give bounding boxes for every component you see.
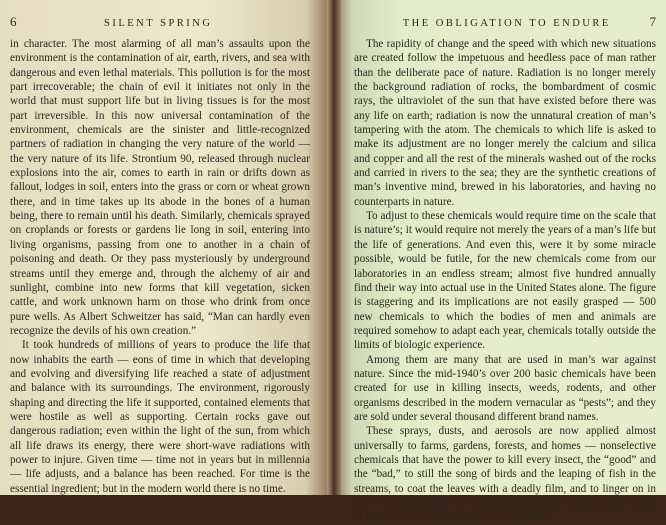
book-gutter [327,0,341,495]
paragraph: These sprays, dusts, and aerosols are now applied almost universally to farms, gardens, forests, and homes — nonselective chemicals that have the power to kill every insect, the “good” and the “bad,” to still the song of birds and the leaping of fish in the streams, to coat the leaves with a deadly film, and to linger on in soil — all this though the intended target may be only a few weeds or insects. Can anyone believe it is possible [354,425,656,524]
left-page-number: 6 [10,14,17,29]
right-page-header [354,14,656,32]
right-running-head: THE OBLIGATION TO ENDURE [402,18,611,29]
left-page [0,0,332,495]
right-page-text [354,37,656,525]
right-page-number: 7 [649,14,656,29]
paragraph: To adjust to these chemicals would require time on the scale that is nature’s; it would require not merely the years of a man’s life but the life of generations. And even this, were it by some miracle possible, would be futile, for the new chemicals come from our laboratories in an endless stream; almost five hundred annually find their way into actual use in the United States alone. The figure is staggering and its implications are not easily grasped — 500 new chemicals to which the bodies of men and animals are required somehow to adapt each year, chemicals totally outside the limits of biologic experience. [354,210,656,352]
paragraph: Among them are many that are used in man’s war against nature. Since the mid-1940’s over 200 basic chemicals have been created for use in killing insects, weeds, rodents, and other organisms described in the modern vernacular as “pests”; and they are sold under several thousand different brand names. [354,353,656,423]
paragraph: It took hundreds of millions of years to produce the life that now inhabits the earth — eons of time in which that developing and evolving and diversifying life reached a state of adjustment and balance with its surroundings. The environment, rigorously shaping and directing the life it supported, contained elements that were hostile as well as supporting. Certain rocks gave out dangerous radiation; even within the light of the sun, from which all life draws its energy, there were short-wave radiations with power to injure. Given time — time not in years but in millennia — life adjusts, and a balance has been reached. For time is the essential ingredient; but in the modern world there is no time. [10,339,310,495]
left-running-head: SILENT SPRING [104,18,213,29]
paragraph: The rapidity of change and the speed with which new situations are created follow the impetuous and heedless pace of man rather than the deliberate pace of nature. Radiation is no longer merely the background radiation of rocks, the bombardment of cosmic rays, the ultraviolet of the sun that have existed before there was any life on earth; radiation is now the unnatural creation of man’s tampering with the atom. The chemicals to which life is asked to make its adjustment are no longer merely the calcium and silica and copper and all the rest of the minerals washed out of the rocks and carried in rivers to the sea; they are the synthetic creations of man’s inventive mind, brewed in his laboratories, and having no counterparts in nature. [354,38,656,208]
left-page-text [10,37,310,496]
right-page [332,0,666,524]
left-page-header [10,14,310,32]
paragraph: in character. The most alarming of all man’s assaults upon the environment is the contamination of air, earth, rivers, and sea with dangerous and even lethal materials. This pollution is for the most part irrecoverable; the chain of evil it initiates not only in the world that must support life but in living tissues is for the most part irreversible. In this now universal contamination of the environment, chemicals are the sinister and little-recognized partners of radiation in changing the very nature of the world — the very nature of its life. Strontium 90, released through nuclear explosions into the air, comes to earth in rain or drifts down as fallout, lodges in soil, enters into the grass or corn or wheat grown there, and in time takes up its abode in the bones of a human being, there to remain until his death. Similarly, chemicals sprayed on croplands or forests or gardens lie long in soil, entering into living organisms, passing from one to another in a chain of poisoning and death. Or they pass mysteriously by underground streams until they emerge and, through the alchemy of air and sunlight, combine into new forms that kill vegetation, sicken cattle, and work unknown harm on those who drink from once pure wells. As Albert Schweitzer has said, “Man can hardly even recognize the devils of his own creation.” [10,38,310,337]
